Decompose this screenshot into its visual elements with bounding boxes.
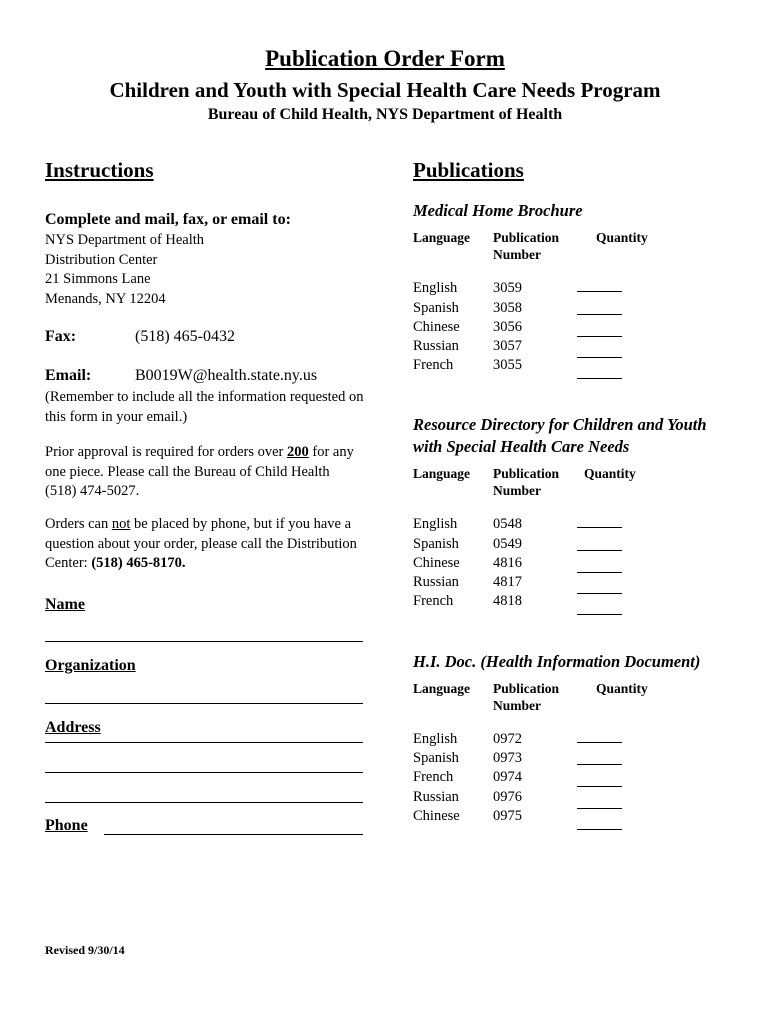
publication-number-cell: 0974 bbox=[493, 769, 522, 785]
mailing-address bbox=[45, 231, 204, 309]
column-header-quantity: Quantity bbox=[596, 230, 648, 245]
approval-limit: 200 bbox=[287, 444, 309, 460]
quantity-field-line[interactable] bbox=[577, 357, 622, 358]
publication-number-cell: 4817 bbox=[493, 574, 522, 590]
email-label: Email: bbox=[45, 367, 92, 384]
language-cell: English bbox=[413, 280, 458, 296]
language-cell: Spanish bbox=[413, 300, 459, 316]
phone-order-note bbox=[45, 515, 363, 574]
phone-note-text: Orders can bbox=[45, 516, 112, 532]
address-line: Menands, NY 12204 bbox=[45, 290, 166, 307]
publication-number-cell: 3055 bbox=[493, 357, 522, 373]
phone-note-text: be placed by phone, but if you have a question about your order, please call the Distribution Center: bbox=[45, 516, 357, 571]
phone-label: Phone bbox=[45, 817, 88, 834]
language-cell: French bbox=[413, 593, 454, 609]
publication-number-cell: 0973 bbox=[493, 750, 522, 766]
column-header-quantity: Quantity bbox=[584, 466, 636, 481]
name-field-line[interactable] bbox=[45, 641, 363, 642]
pub-group-title: H.I. Doc. (Health Information Document) bbox=[413, 652, 701, 671]
language-cell: Chinese bbox=[413, 555, 460, 571]
language-cell: Russian bbox=[413, 574, 459, 590]
quantity-field-line[interactable] bbox=[577, 314, 622, 315]
quantity-field-line[interactable] bbox=[577, 550, 622, 551]
language-cell: English bbox=[413, 731, 458, 747]
publication-number-cell: 4816 bbox=[493, 555, 522, 571]
column-header-language: Language bbox=[413, 466, 471, 481]
quantity-field-line[interactable] bbox=[577, 527, 622, 528]
instructions-heading: Instructions bbox=[45, 158, 154, 182]
mail-to-label: Complete and mail, fax, or email to: bbox=[45, 211, 291, 228]
publication-number-cell: 0975 bbox=[493, 808, 522, 824]
organization-field-line[interactable] bbox=[45, 703, 363, 704]
language-cell: Russian bbox=[413, 789, 459, 805]
publication-number-cell: 0549 bbox=[493, 536, 522, 552]
quantity-field-line[interactable] bbox=[577, 378, 622, 379]
address-field-line-1[interactable] bbox=[45, 742, 363, 743]
publications-heading: Publications bbox=[413, 158, 524, 182]
quantity-field-line[interactable] bbox=[577, 593, 622, 594]
quantity-field-line[interactable] bbox=[577, 742, 622, 743]
pub-group-title: Medical Home Brochure bbox=[413, 201, 583, 220]
approval-note bbox=[45, 443, 363, 502]
email-note: (Remember to include all the information requested on this form in your email.) bbox=[45, 389, 364, 425]
approval-text: Prior approval is required for orders over bbox=[45, 444, 287, 460]
address-field-line-2[interactable] bbox=[45, 772, 363, 773]
publication-number-cell: 4818 bbox=[493, 593, 522, 609]
publication-number-cell: 3057 bbox=[493, 338, 522, 354]
fax-label: Fax: bbox=[45, 328, 77, 345]
language-cell: Chinese bbox=[413, 808, 460, 824]
publication-number-cell: 3056 bbox=[493, 319, 522, 335]
column-header-publication: Publication Number bbox=[493, 681, 560, 713]
form-title: Publication Order Form bbox=[265, 46, 505, 71]
publication-number-cell: 3059 bbox=[493, 280, 522, 296]
column-header-publication: Publication Number bbox=[493, 466, 560, 498]
address-field-line-3[interactable] bbox=[45, 802, 363, 803]
language-cell: English bbox=[413, 516, 458, 532]
language-cell: Spanish bbox=[413, 750, 459, 766]
language-cell: Chinese bbox=[413, 319, 460, 335]
quantity-field-line[interactable] bbox=[577, 829, 622, 830]
email-address[interactable]: B0019W@health.state.ny.us bbox=[135, 367, 318, 384]
publication-number-cell: 0548 bbox=[493, 516, 522, 532]
language-cell: French bbox=[413, 769, 454, 785]
quantity-field-line[interactable] bbox=[577, 808, 622, 809]
address-line: Distribution Center bbox=[45, 251, 158, 268]
distribution-phone: (518) 465-8170. bbox=[91, 555, 186, 571]
column-header-quantity: Quantity bbox=[596, 681, 648, 696]
fax-number: (518) 465-0432 bbox=[135, 328, 235, 345]
approval-text: for any one piece. Please call the Bureau of Child Health (518) 474-5027. bbox=[45, 444, 354, 499]
program-subtitle: Children and Youth with Special Health Care Needs Program bbox=[109, 78, 661, 102]
pub-group-title: Resource Directory for Children and Youth with Special Health Care Needs bbox=[413, 415, 707, 456]
address-line: NYS Department of Health bbox=[45, 232, 205, 248]
language-cell: Spanish bbox=[413, 536, 459, 552]
phone-field-line[interactable] bbox=[104, 834, 363, 835]
revision-date: Revised 9/30/14 bbox=[45, 943, 125, 957]
publication-number-cell: 0976 bbox=[493, 789, 522, 805]
language-cell: Russian bbox=[413, 338, 459, 354]
quantity-field-line[interactable] bbox=[577, 614, 622, 615]
name-label: Name bbox=[45, 596, 85, 613]
agency-line: Bureau of Child Health, NYS Department of Health bbox=[207, 106, 563, 123]
column-header-language: Language bbox=[413, 230, 471, 245]
phone-note-not: not bbox=[111, 516, 131, 532]
column-header-publication: Publication Number bbox=[493, 230, 560, 262]
publication-number-cell: 3058 bbox=[493, 300, 522, 316]
address-label: Address bbox=[45, 719, 101, 736]
quantity-field-line[interactable] bbox=[577, 291, 622, 292]
column-header-language: Language bbox=[413, 681, 471, 696]
quantity-field-line[interactable] bbox=[577, 786, 622, 787]
publication-number-cell: 0972 bbox=[493, 731, 522, 747]
quantity-field-line[interactable] bbox=[577, 572, 622, 573]
language-cell: French bbox=[413, 357, 454, 373]
address-line: 21 Simmons Lane bbox=[45, 271, 151, 287]
organization-label: Organization bbox=[45, 657, 136, 674]
quantity-field-line[interactable] bbox=[577, 336, 622, 337]
quantity-field-line[interactable] bbox=[577, 764, 622, 765]
